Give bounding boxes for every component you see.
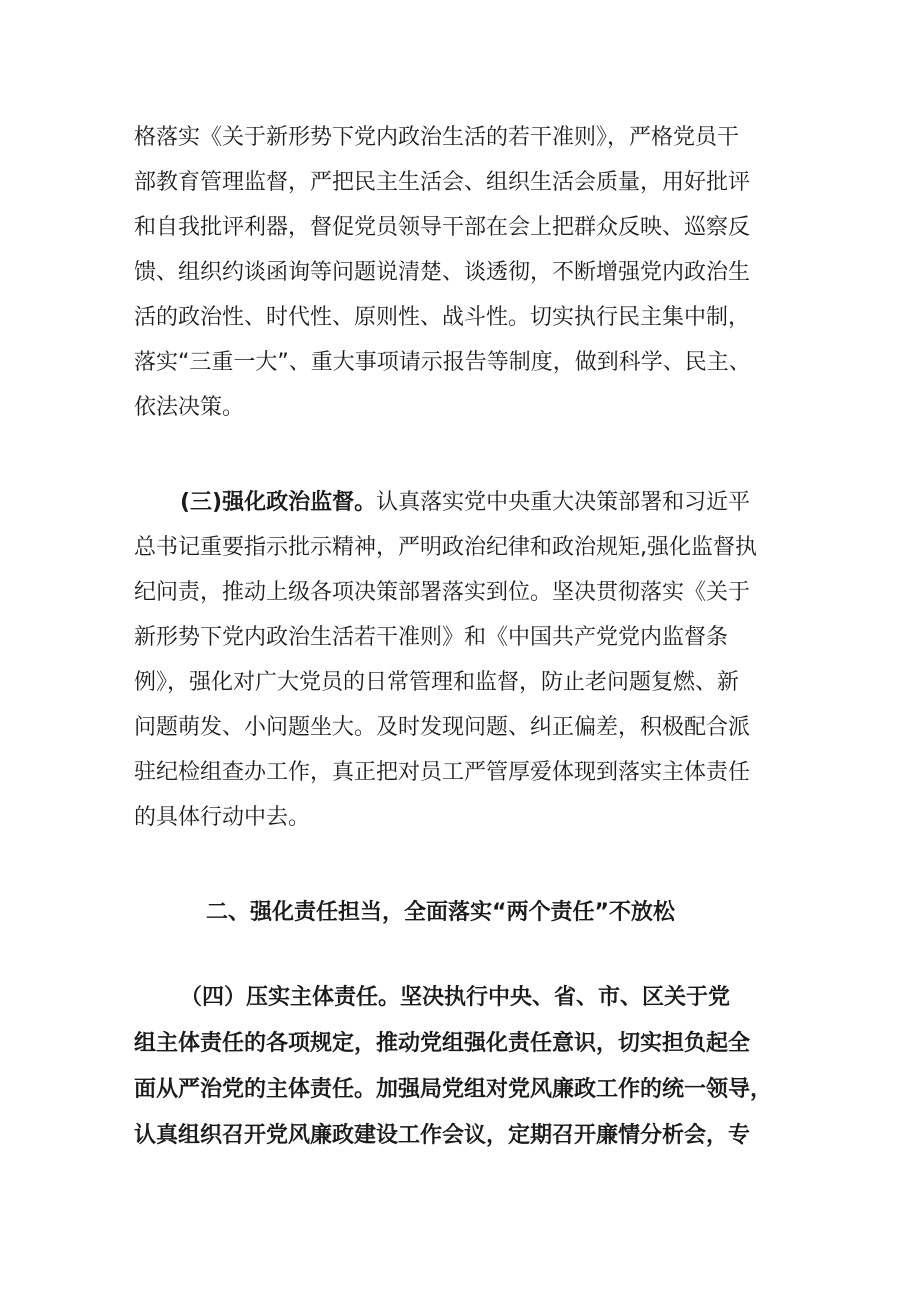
paragraph-line: 问题萌发、小问题坐大。及时发现问题、纠正偏差，积极配合派 [134, 715, 751, 740]
paragraph-line: 纪问责，推动上级各项决策部署落实到位。坚决贯彻落实《关于 [134, 580, 751, 605]
paragraph-line: 活的政治性、时代性、原则性、战斗性。切实执行民主集中制， [134, 305, 751, 330]
paragraph-line: 格落实《关于新形势下党内政治生活的若干准则》，严格党员干 [134, 125, 740, 150]
section-heading: 二、强化责任担当，全面落实“两个责任”不放松 [206, 900, 675, 925]
paragraph-line: 的具体行动中去。 [134, 805, 311, 830]
paragraph-line: 新形势下党内政治生活若干准则》和《中国共产党党内监督条 [134, 625, 729, 650]
paragraph-line: 馈、组织约谈函询等问题说清楚、谈透彻，不断增强党内政治生 [134, 260, 751, 285]
paragraph-text: 认真落实党中央重大决策部署和习近平 [376, 490, 751, 515]
paragraph-first-line [180, 488, 920, 518]
paragraph-line: 总书记重要指示批示精神，严明政治纪律和政治规矩,强化监督执 [134, 535, 757, 560]
paragraph-line: 面从严治党的主体责任。加强局党组对党风廉政工作的统一领导， [134, 1077, 773, 1102]
paragraph-heading: (三)强化政治监督。 [180, 490, 377, 515]
paragraph-line: 和自我批评利器，督促党员领导干部在会上把群众反映、巡察反 [134, 215, 751, 240]
paragraph-line: 落实“三重一大”、重大事项请示报告等制度，做到科学、民主、 [134, 350, 751, 375]
paragraph-line: 认真组织召开党风廉政建设工作会议，定期召开廉情分析会，专 [134, 1123, 751, 1148]
paragraph-line: （四）压实主体责任。坚决执行中央、省、市、区关于党 [180, 985, 731, 1010]
paragraph-line: 驻纪检组查办工作，真正把对员工严管厚爱体现到落实主体责任 [134, 760, 751, 785]
paragraph-line: 组主体责任的各项规定，推动党组强化责任意识，切实担负起全 [134, 1031, 751, 1056]
paragraph-line: 依法决策。 [134, 395, 245, 420]
paragraph-line: 例》，强化对广大党员的日常管理和监督，防止老问题复燃、新 [134, 670, 740, 695]
paragraph-line: 部教育管理监督，严把民主生活会、组织生活会质量，用好批评 [134, 170, 751, 195]
